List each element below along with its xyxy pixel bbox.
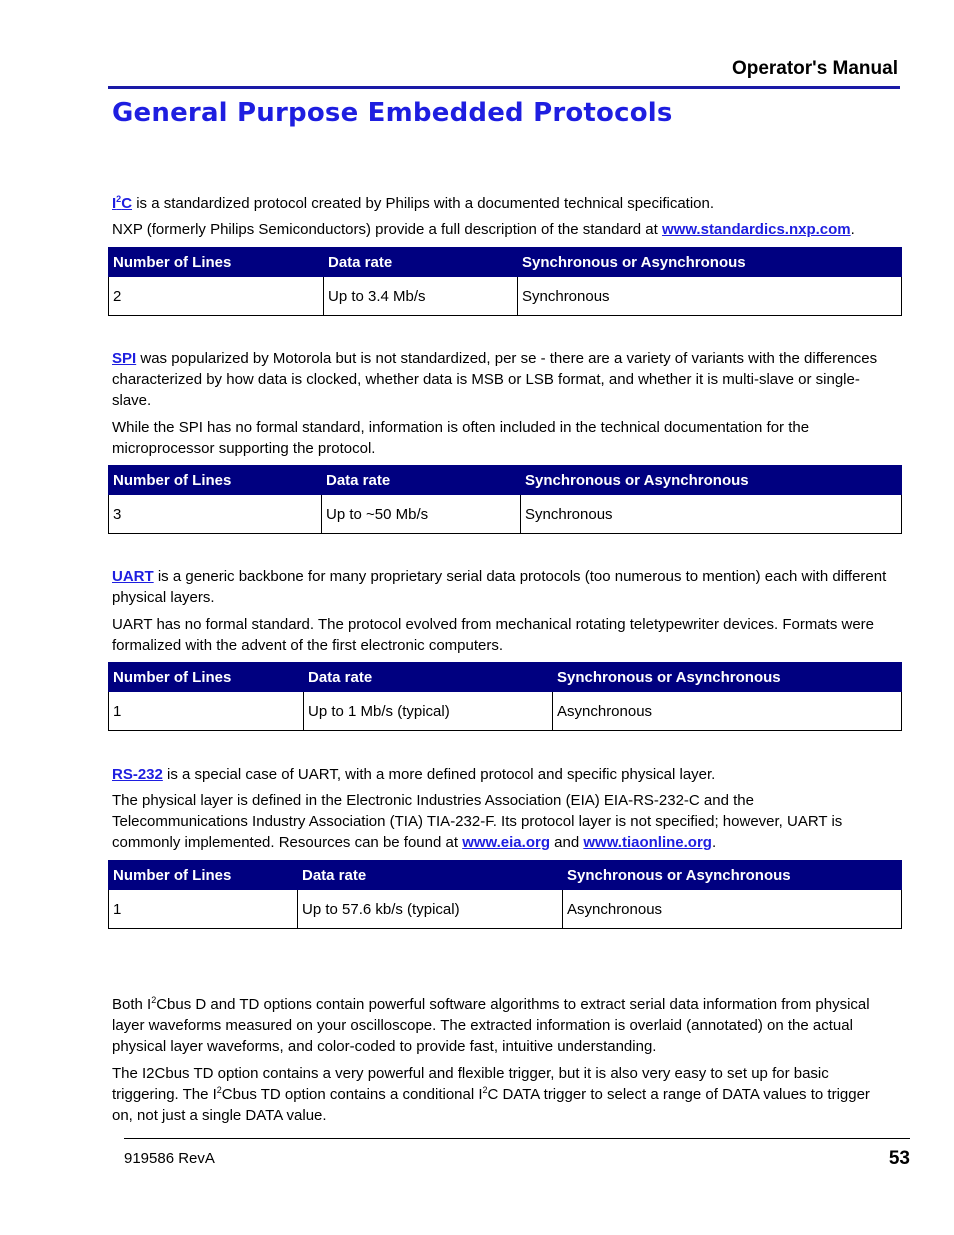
col-lines-header: Number of Lines <box>109 861 298 890</box>
col-lines-header: Number of Lines <box>109 663 304 692</box>
i2c-table <box>108 247 902 316</box>
spi-note: While the SPI has no formal standard, information is often included in the technical documentation for the microprocessor supporting the protocol. <box>112 419 810 457</box>
table-row <box>109 890 902 929</box>
table-row <box>109 692 902 731</box>
manual-title: Operator's Manual <box>731 58 898 79</box>
lines-cell: 3 <box>109 495 322 534</box>
i2cbus-trigger-paragraph: The I2Cbus TD option contains a very powerful and flexible trigger, but it is also very easy to set up for basic triggering. The $I^2Cbus$ TD option contains a conditional $I^2C$ DATA trigger to select a range of DATA values to trigger on, not just a single DATA value. <box>112 1065 870 1124</box>
col-rate-header: Data rate <box>304 663 553 692</box>
lines-cell: 1 <box>109 692 304 731</box>
document-id: 919586 RevA <box>124 1150 215 1167</box>
rs232-table <box>108 860 902 929</box>
table-header-row <box>109 663 902 692</box>
col-lines-header: Number of Lines <box>109 248 324 277</box>
page-number: 53 <box>888 1148 910 1169</box>
spi-intro: SPI was popularized by Motorola but is not standardized, per se - there are a variety of variants with the differences characterized by how data is clocked, whether data is MSB or LSB format, and whether it is multi-slave or single-slave. <box>112 350 878 409</box>
uart-section <box>112 566 892 656</box>
page-title: General Purpose Embedded Protocols <box>112 98 673 128</box>
i2cbus-options-paragraph: Both $I^2Cbus$ D and TD options contain powerful software algorithms to extract serial data information from physical layer waveforms measured on your oscilloscope. The extracted information is overlaid (annotated) on the actual physical layer waveforms, and color-coded to provide fast, intuitive understanding. <box>112 995 870 1055</box>
col-sync-header: Synchronous or Asynchronous <box>518 248 902 277</box>
rate-cell: Up to 1 Mb/s (typical) <box>304 692 553 731</box>
rs232-section <box>112 764 892 853</box>
sync-cell: Synchronous <box>521 495 902 534</box>
i2c-link[interactable]: I$^2$C <box>112 194 133 212</box>
nxp-link[interactable]: www.standardics.nxp.com <box>661 221 851 238</box>
rs232-note: The physical layer is defined in the Electronic Industries Association (EIA) EIA-RS-232-C and the Telecommunications Industry Association (TIA) TIA-232-F. Its protocol layer is not specified; however, UART is commonly implemented. Resources can be found at www.eia.org and www.tiaonline.org. <box>112 792 843 851</box>
spi-table <box>108 465 902 534</box>
lines-cell: 1 <box>109 890 298 929</box>
uart-link[interactable]: UART <box>112 568 154 585</box>
i2cbus-options-section <box>112 994 892 1126</box>
col-sync-header: Synchronous or Asynchronous <box>521 466 902 495</box>
lines-cell: 2 <box>109 277 324 316</box>
i2c-intro: I$^2$C is a standardized protocol created by Philips with a documented technical specification. <box>112 194 715 212</box>
rs232-link[interactable]: RS-232 <box>112 766 163 783</box>
table-header-row <box>109 248 902 277</box>
tiaonline-link[interactable]: www.tiaonline.org <box>583 834 712 851</box>
rate-cell: Up to 3.4 Mb/s <box>324 277 518 316</box>
sync-cell: Asynchronous <box>563 890 902 929</box>
col-rate-header: Data rate <box>324 248 518 277</box>
table-row <box>109 277 902 316</box>
rate-cell: Up to 57.6 kb/s (typical) <box>298 890 563 929</box>
col-sync-header: Synchronous or Asynchronous <box>563 861 902 890</box>
footer-divider <box>124 1138 910 1139</box>
eia-link[interactable]: www.eia.org <box>462 834 550 851</box>
uart-note: UART has no formal standard. The protocol evolved from mechanical rotating teletypewriter devices. Formats were formalized with the advent of the first electronic computers. <box>112 616 875 654</box>
uart-intro: UART is a generic backbone for many proprietary serial data protocols (too numerous to mention) each with different physical layers. <box>112 568 887 606</box>
col-rate-header: Data rate <box>322 466 521 495</box>
sync-cell: Asynchronous <box>553 692 902 731</box>
rate-cell: Up to ~50 Mb/s <box>322 495 521 534</box>
spi-link[interactable]: SPI <box>112 350 137 367</box>
uart-table <box>108 662 902 731</box>
header-divider <box>108 86 900 89</box>
table-row <box>109 495 902 534</box>
i2c-section <box>112 193 892 240</box>
col-sync-header: Synchronous or Asynchronous <box>553 663 902 692</box>
col-rate-header: Data rate <box>298 861 563 890</box>
table-header-row <box>109 861 902 890</box>
rs232-intro: RS-232 is a special case of UART, with a more defined protocol and specific physical layer. <box>112 766 716 783</box>
table-header-row <box>109 466 902 495</box>
col-lines-header: Number of Lines <box>109 466 322 495</box>
i2c-resource: NXP (formerly Philips Semiconductors) provide a full description of the standard at www.standardics.nxp.com. <box>112 221 855 238</box>
sync-cell: Synchronous <box>518 277 902 316</box>
spi-section <box>112 348 892 459</box>
